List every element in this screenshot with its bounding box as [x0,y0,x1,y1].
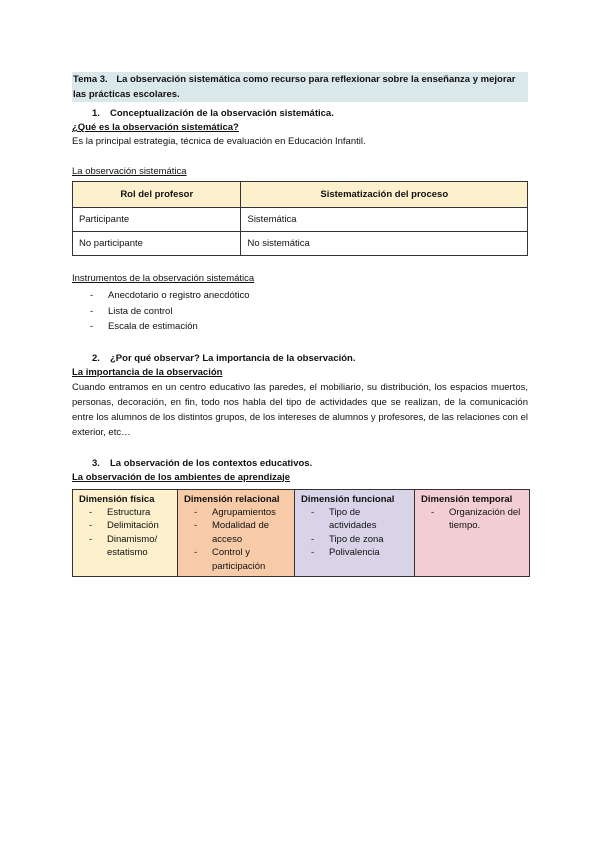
list-item: - Dinamismo/ estatismo [89,533,158,558]
table-cell: Participante [73,208,241,232]
roles-table [72,181,528,256]
section2-heading: 2. ¿Por qué observar? La importancia de la observación. [92,352,356,364]
list-item: - Tipo de zona [311,533,384,545]
topic-title [72,72,528,102]
list-item: - Polivalencia [311,547,380,558]
table-header: Sistematización del proceso [241,182,528,208]
dimension-relational: Dimensión relacional - Agrupamientos - Modalidad de acceso - Control y participación [178,490,295,576]
list-item: - Anecdotario o registro anecdótico [90,290,250,301]
dimension-physical: Dimensión física - Estructura - Delimitación - Dinamismo/ estatismo [73,490,178,576]
list-item: - Tipo de actividades [311,506,377,531]
table-header-row [73,182,528,208]
table-cell: No sistemática [241,232,528,256]
list-item: - Control y participación [194,547,266,572]
topic-number: Tema 3. [73,74,108,85]
table-cell: Sistemática [241,208,528,232]
list-item: - Lista de control [90,305,173,317]
table-row [73,208,528,232]
section2-paragraph: Cuando entramos en un centro educativo las paredes, el mobiliario, su distribución, los espacios muertos, personas, decoración, en fin, todo nos habla del tipo de actividades que se realizan, de la comunicación entre los alumnos de los distintos grupos, de los intereses de alumnos y profesores, de las relaciones con el exterior, etc… [72,381,528,438]
table-title: La observación sistemática [72,166,187,177]
section1-question: ¿Qué es la observación sistemática? [72,122,239,133]
section3-subtitle: La observación de los ambientes de aprendizaje [72,471,291,483]
instruments-list [72,288,528,335]
dimension-functional: Dimensión funcional - Tipo de actividades - Tipo de zona - Polivalencia [295,490,415,576]
list-item: - Estructura [89,506,151,518]
list-item: - Modalidad de acceso [194,520,270,545]
section1-answer: Es la principal estrategia, técnica de evaluación en Educación Infantil. [72,136,366,147]
table-cell: No participante [73,232,241,256]
list-item: - Organización del tiempo. [431,506,521,531]
topic-text: La observación sistemática como recurso para reflexionar sobre la enseñanza y mejorar las prácticas escolares. [73,74,516,100]
section2-subtitle: La importancia de la observación [72,366,223,378]
table-row [73,232,528,256]
section3-heading: 3. La observación de los contextos educativos. [92,457,313,469]
dimensions-table [72,489,530,577]
list-item: - Agrupamientos [194,506,276,518]
instruments-title: Instrumentos de la observación sistemática [72,273,255,284]
list-item: - Escala de estimación [90,321,198,332]
document-page [72,72,528,577]
section1-heading: 1. Conceptualización de la observación sistemática. [92,108,334,119]
table-header: Rol del profesor [73,182,241,208]
list-item: - Delimitación [89,520,159,531]
dimension-temporal: Dimensión temporal - Organización del tiempo. [415,490,529,576]
